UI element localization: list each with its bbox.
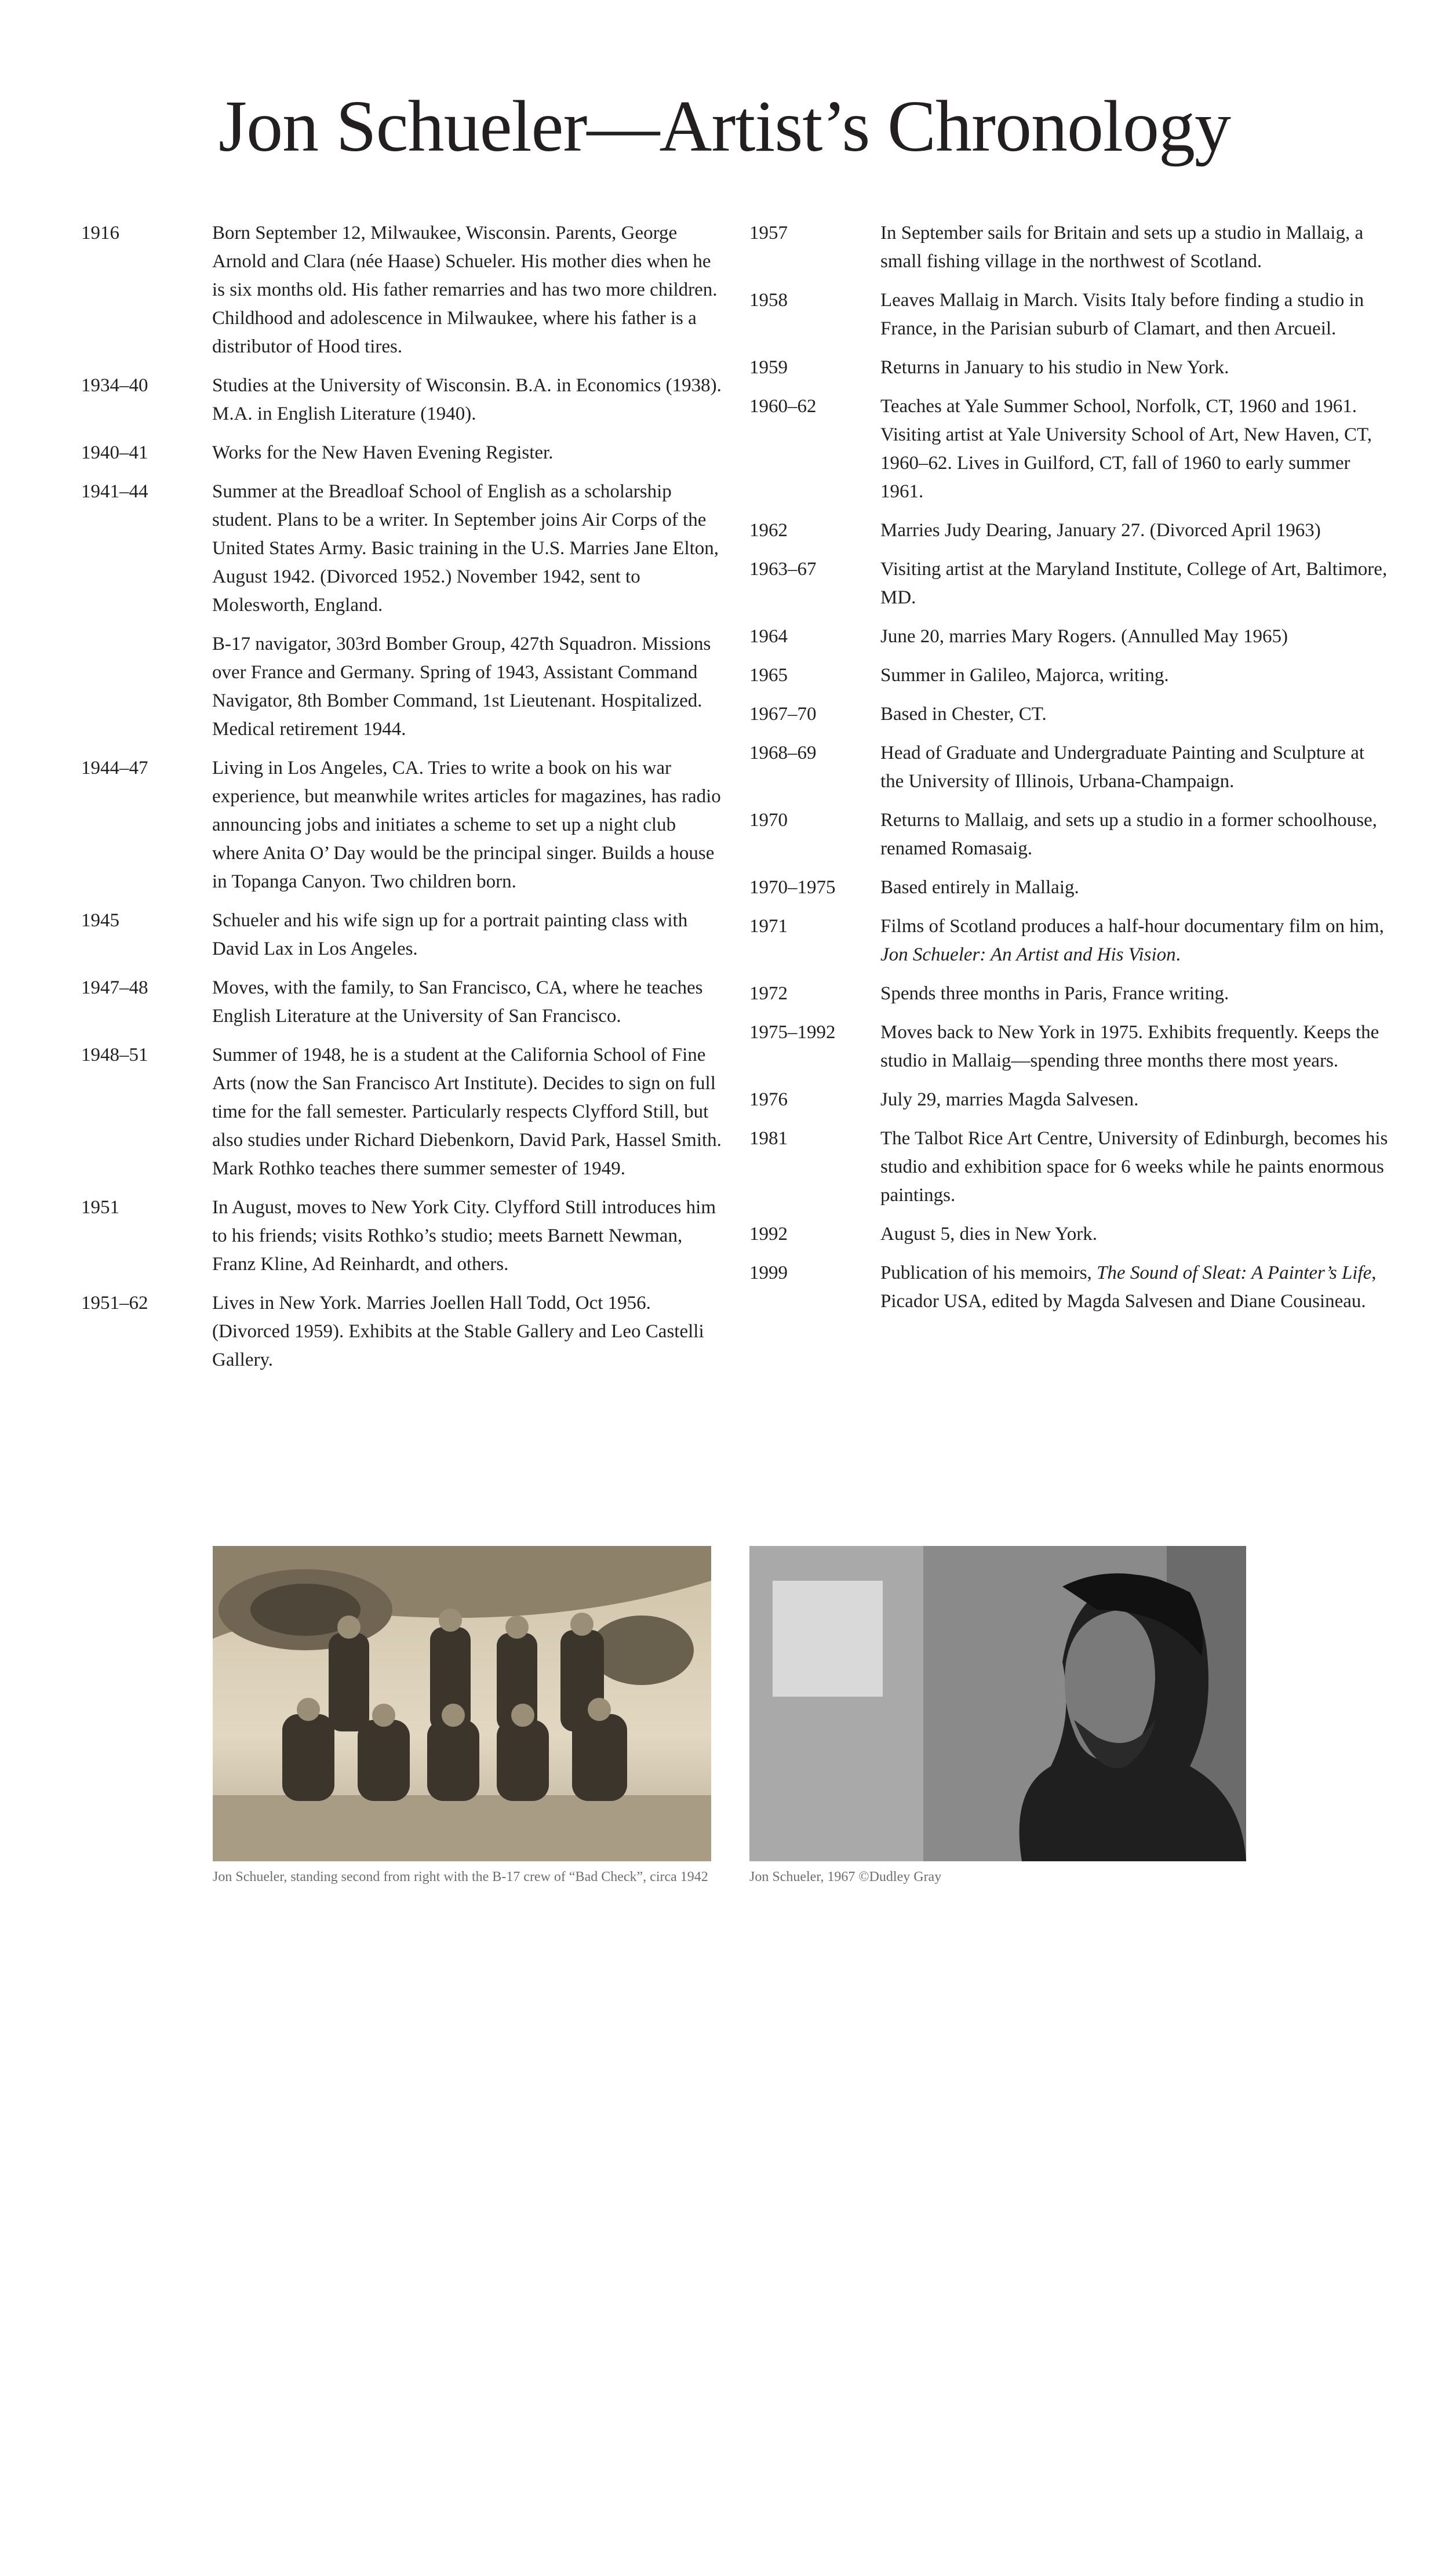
right-entry-list	[749, 219, 1391, 1316]
entry-text: Films of Scotland produces a half-hour documentary film on him, Jon Schueler: An Artist and His Vision.	[880, 916, 1384, 965]
b17-crew-image	[213, 1546, 711, 1861]
entry-year: 1957	[749, 223, 788, 243]
right_entries-entry-1960–62	[749, 392, 1391, 506]
entry-year: 1981	[749, 1128, 788, 1149]
entry-year: 1916	[81, 223, 119, 243]
entry-year: 1962	[749, 520, 788, 541]
entry-text: Summer at the Breadloaf School of English as a scholarship student. Plans to be a writer. In September joins Air Corps of the United States Army. Basic training in the U.S. Marries Jane Elton, August 1942. (Divorced 1952.) November 1942, sent to Molesworth, England.	[212, 481, 719, 616]
right_entries-entry-1972	[749, 980, 1391, 1008]
left_entries-entry-1945	[81, 907, 724, 963]
left_entries-entry-1940–41	[81, 439, 724, 467]
entry-year: 1963–67	[749, 559, 817, 580]
entry-year: 1992	[749, 1224, 788, 1245]
entry-text: Lives in New York. Marries Joellen Hall Todd, Oct 1956. (Divorced 1959). Exhibits at the Stable Gallery and Leo Castelli Gallery.	[212, 1293, 704, 1370]
left_entries-entry-continued	[81, 630, 724, 744]
entry-text: Publication of his memoirs, The Sound of Sleat: A Painter’s Life, Picador USA, edited by Magda Salvesen and Diane Cousineau.	[880, 1262, 1377, 1312]
entry-year: 1958	[749, 290, 788, 311]
right_entries-entry-1957	[749, 219, 1391, 276]
right_entries-entry-1967–70	[749, 700, 1391, 729]
right_entries-entry-1999	[749, 1259, 1391, 1316]
right_entries-entry-1971	[749, 912, 1391, 969]
entry-text: Marries Judy Dearing, January 27. (Divorced April 1963)	[880, 520, 1321, 541]
entry-text: July 29, marries Magda Salvesen.	[880, 1089, 1139, 1110]
entry-text: Based entirely in Mallaig.	[880, 877, 1079, 898]
entry-year: 1944–47	[81, 758, 148, 778]
entry-text: Head of Graduate and Undergraduate Painting and Sculpture at the University of Illinois, Urbana-Champaign.	[880, 743, 1365, 792]
entry-text: August 5, dies in New York.	[880, 1224, 1098, 1245]
entry-text: In September sails for Britain and sets up a studio in Mallaig, a small fishing village in the northwest of Scotland.	[880, 223, 1364, 272]
entry-text: June 20, marries Mary Rogers. (Annulled May 1965)	[880, 626, 1288, 647]
left_entries-entry-1944–47	[81, 754, 724, 896]
entry-text: Returns to Mallaig, and sets up a studio in a former schoolhouse, renamed Romasaig.	[880, 810, 1377, 859]
entry-year: 1951	[81, 1197, 119, 1218]
entry-text: In August, moves to New York City. Clyfford Still introduces him to his friends; visits Rothko’s studio; meets Barnett Newman, Franz Kline, Ad Reinhardt, and others.	[212, 1197, 716, 1275]
portrait-image	[749, 1546, 1246, 1861]
entry-text: Studies at the University of Wisconsin. B.A. in Economics (1938). M.A. in English Literature (1940).	[212, 375, 722, 424]
entry-text: Moves, with the family, to San Francisco, CA, where he teaches English Literature at the University of San Francisco.	[212, 977, 703, 1027]
left_entries-entry-1951	[81, 1194, 724, 1279]
entry-year: 1975–1992	[749, 1022, 836, 1043]
portrait-photo	[749, 1546, 1246, 1861]
left_entries-entry-1947–48	[81, 974, 724, 1031]
crew-photo-caption: Jon Schueler, standing second from right with the B-17 crew of “Bad Check”, circa 1942	[213, 1869, 708, 1884]
entry-title-italic: Jon Schueler: An Artist and His Vision	[880, 944, 1176, 965]
entry-year: 1972	[749, 983, 788, 1004]
entry-text: Schueler and his wife sign up for a portrait painting class with David Lax in Los Angeles.	[212, 910, 688, 959]
entry-text: Returns in January to his studio in New York.	[880, 357, 1229, 378]
entry-text: Summer of 1948, he is a student at the California School of Fine Arts (now the San Francisco Art Institute). Decides to sign on full time for the fall semester. Particularly respects Clyfford Still, but also studies under Richard Diebenkorn, David Park, Hassel Smith. Mark Rothko teaches there summer semester of 1949.	[212, 1045, 722, 1179]
entry-year: 1976	[749, 1089, 788, 1110]
entry-year: 1959	[749, 357, 788, 378]
right_entries-entry-1963–67	[749, 555, 1391, 612]
entry-year: 1941–44	[81, 481, 148, 502]
entry-text: Living in Los Angeles, CA. Tries to write a book on his war experience, but meanwhile writes articles for magazines, has radio announcing jobs and initiates a scheme to set up a night club where Anita O’ Day would be the principal singer. Builds a house in Topanga Canyon. Two children born.	[212, 758, 721, 892]
entry-text-after: .	[1175, 944, 1181, 965]
right_entries-entry-1992	[749, 1220, 1391, 1249]
left_entries-entry-1934–40	[81, 372, 724, 428]
right_entries-entry-1970	[749, 806, 1391, 863]
entry-text: Teaches at Yale Summer School, Norfolk, CT, 1960 and 1961. Visiting artist at Yale University School of Art, New Haven, CT, 1960–62. Lives in Guilford, CT, fall of 1960 to early summer 1961.	[880, 396, 1372, 502]
right_entries-entry-1975–1992	[749, 1018, 1391, 1075]
right_entries-entry-1970–1975	[749, 874, 1391, 902]
entry-year: 1964	[749, 626, 788, 647]
entry-text: Works for the New Haven Evening Register.	[212, 442, 554, 463]
entry-year	[81, 630, 212, 744]
entry-text-after: , Picador USA, edited by Magda Salvesen and Diane Cousineau.	[880, 1262, 1377, 1312]
entry-year: 1970–1975	[749, 877, 836, 898]
entry-text: B-17 navigator, 303rd Bomber Group, 427th Squadron. Missions over France and Germany. Spring of 1943, Assistant Command Navigator, 8th Bomber Command, 1st Lieutenant. Hospitalized. Medical retirement 1944.	[212, 634, 711, 740]
right_entries-entry-1962	[749, 516, 1391, 545]
entry-year: 1934–40	[81, 375, 148, 396]
right_entries-entry-1958	[749, 286, 1391, 343]
right_entries-entry-1964	[749, 623, 1391, 651]
entry-title-italic: The Sound of Sleat: A Painter’s Life	[1097, 1262, 1372, 1283]
entry-year: 1940–41	[81, 442, 148, 463]
entry-year: 1951–62	[81, 1293, 148, 1314]
entry-year: 1945	[81, 910, 119, 931]
right_entries-entry-1981	[749, 1125, 1391, 1210]
left_entries-entry-1951–62	[81, 1289, 724, 1374]
left_entries-entry-1941–44	[81, 478, 724, 620]
b17-crew-photo	[213, 1546, 711, 1861]
entry-year: 1999	[749, 1262, 788, 1283]
entry-text: Spends three months in Paris, France writing.	[880, 983, 1229, 1004]
right_entries-entry-1976	[749, 1086, 1391, 1114]
right_entries-entry-1968–69	[749, 739, 1391, 796]
entry-year: 1971	[749, 916, 788, 937]
entry-text: Visiting artist at the Maryland Institute, College of Art, Baltimore, MD.	[880, 559, 1388, 608]
entry-text: The Talbot Rice Art Centre, University of Edinburgh, becomes his studio and exhibition space for 6 weeks while he paints enormous paintings.	[880, 1128, 1388, 1206]
entry-text: Leaves Mallaig in March. Visits Italy before finding a studio in France, in the Parisian suburb of Clamart, and then Arcueil.	[880, 290, 1364, 339]
entry-year: 1968–69	[749, 743, 817, 763]
chronology-right-column	[749, 219, 1391, 1326]
entry-year: 1947–48	[81, 977, 148, 998]
page-title: Jon Schueler—Artist’s Chronology	[219, 86, 1230, 167]
left_entries-entry-1916	[81, 219, 724, 361]
entry-text: Born September 12, Milwaukee, Wisconsin. Parents, George Arnold and Clara (née Haase) Schueler. His mother dies when he is six months old. His father remarries and has two more children. Childhood and adolescence in Milwaukee, where his father is a distributor of Hood tires.	[212, 223, 718, 357]
left-entry-list	[81, 219, 724, 1374]
portrait-photo-caption: Jon Schueler, 1967 ©Dudley Gray	[749, 1869, 942, 1884]
entry-text: Summer in Galileo, Majorca, writing.	[880, 665, 1169, 686]
entry-year: 1965	[749, 665, 788, 686]
entry-year: 1960–62	[749, 396, 817, 417]
entry-year: 1948–51	[81, 1045, 148, 1065]
entry-year: 1967–70	[749, 704, 817, 725]
right_entries-entry-1965	[749, 661, 1391, 690]
entry-year: 1970	[749, 810, 788, 831]
entry-text: Based in Chester, CT.	[880, 704, 1047, 725]
left_entries-entry-1948–51	[81, 1041, 724, 1183]
right_entries-entry-1959	[749, 354, 1391, 382]
entry-text: Moves back to New York in 1975. Exhibits frequently. Keeps the studio in Mallaig—spending three months there most years.	[880, 1022, 1379, 1071]
chronology-left-column	[81, 219, 724, 1385]
